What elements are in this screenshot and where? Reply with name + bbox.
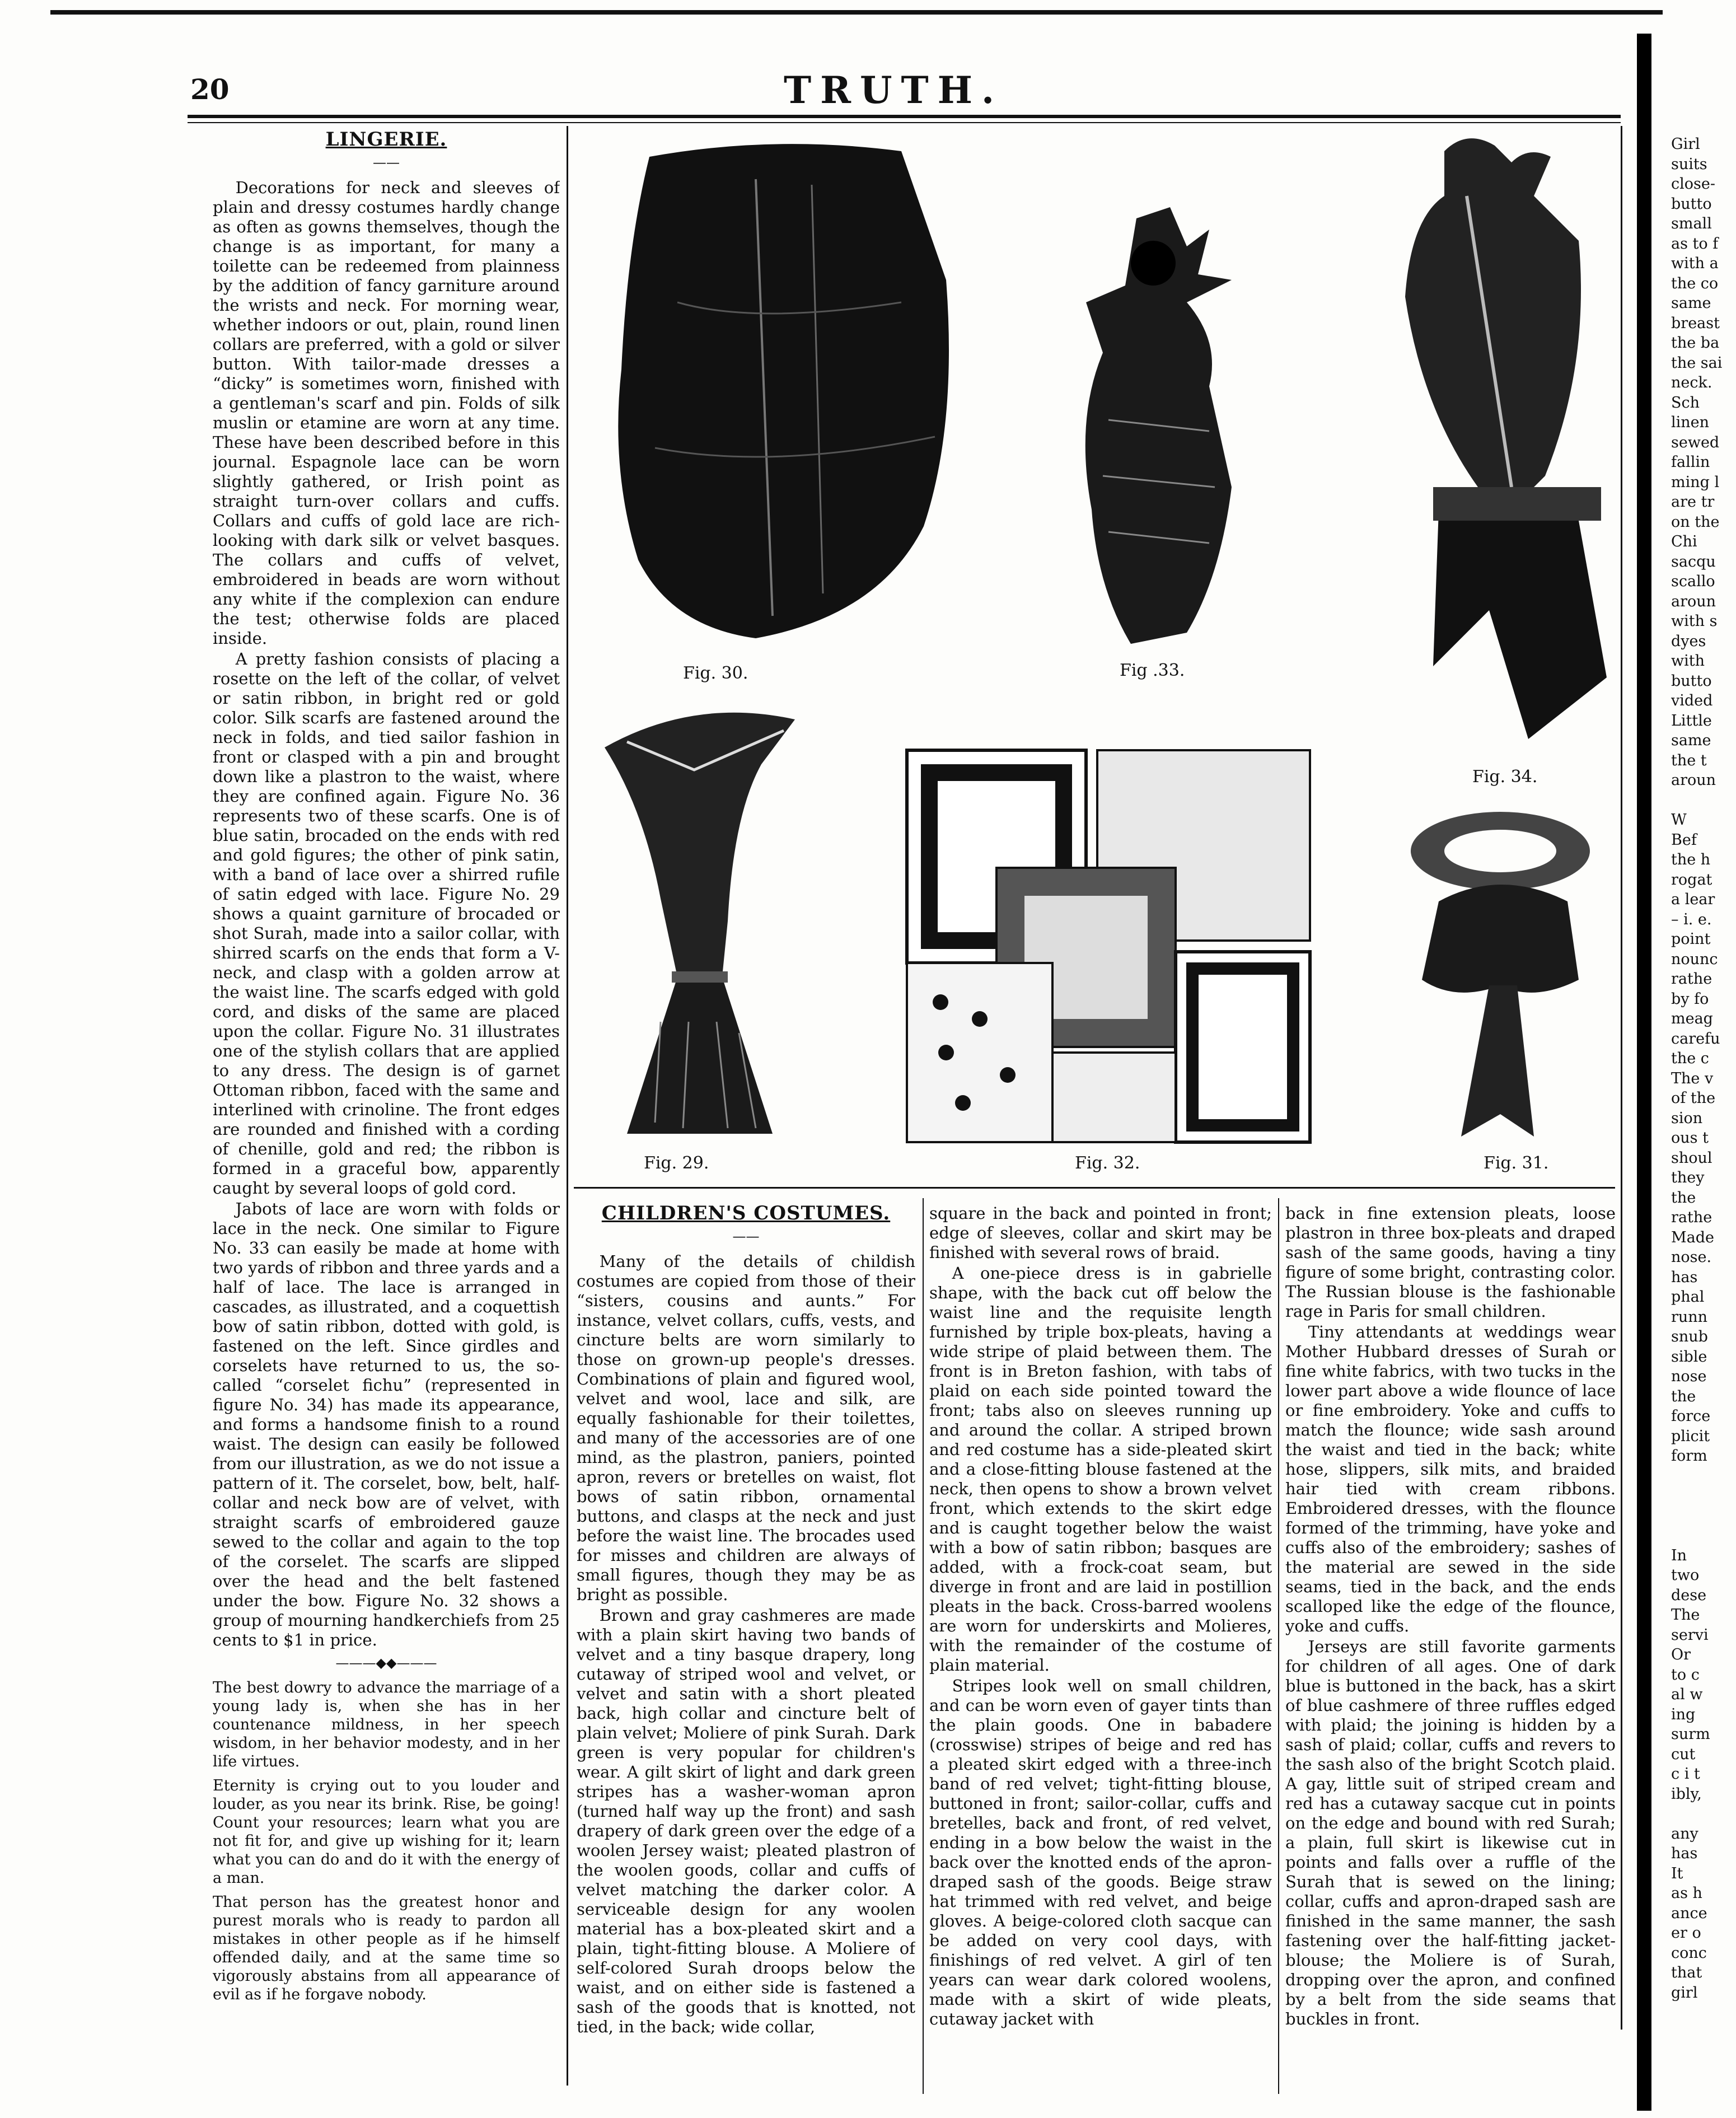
- masthead: TRUTH.: [784, 68, 1003, 112]
- edge-line: [1671, 1506, 1736, 1526]
- edge-line: any: [1671, 1825, 1698, 1843]
- edge-line: phal: [1671, 1288, 1705, 1306]
- edge-line: W: [1671, 811, 1687, 829]
- maxim-paragraph: That person has the greatest honor and purest morals who is ready to pardon all mistakes in other people as if he himself offended daily, and at the same time so vigorously abstains from all appearance of evil as if he forgave nobody.: [213, 1893, 560, 2003]
- fig31-caption: Fig. 31.: [1484, 1153, 1549, 1173]
- edge-line: the co: [1671, 274, 1719, 292]
- edge-line: plicit: [1671, 1427, 1710, 1445]
- edge-line: with: [1671, 652, 1705, 670]
- edge-line: [1671, 791, 1736, 811]
- edge-line: to c: [1671, 1666, 1700, 1684]
- edge-line: sacqu: [1671, 553, 1716, 571]
- edge-line: linen: [1671, 414, 1710, 431]
- edge-line: sible: [1671, 1348, 1707, 1366]
- edge-line: by fo: [1671, 990, 1709, 1008]
- edge-line: with s: [1671, 613, 1718, 630]
- fig34-illustration: [1344, 129, 1612, 750]
- fig30-caption: Fig. 30.: [683, 663, 748, 683]
- fig32-caption: Fig. 32.: [1075, 1153, 1140, 1173]
- edge-line: dyes: [1671, 632, 1706, 650]
- edge-line: Bef: [1671, 831, 1697, 849]
- fig33-illustration: [1041, 196, 1265, 661]
- edge-line: The: [1671, 1606, 1700, 1624]
- edge-line: runn: [1671, 1308, 1708, 1326]
- edge-line: – i. e.: [1671, 910, 1712, 928]
- edge-line: the t: [1671, 751, 1707, 769]
- childrens-paragraph: Stripes look well on small children, and can be worn even of gayer tints than the plain goods. One in babadere (crosswise) stripes of beige and red has a pleated skirt edged with a three-inch band of red velvet; tight-fitting blouse, buttoned in front; sailor-collar, cuffs and bretelles, back and front, of red velvet, ending in a bow below the waist in the back over the knotted ends of the apron-draped sash of the goods. Beige straw hat trimmed with red velvet, and beige gloves. A beige-colored cloth sacque can be added on very cool days, with finishings of red velvet. A girl of ten years can wear dark colored woolens, made with a skirt of wide pleats, cutaway jacket with: [929, 1676, 1272, 2028]
- lingerie-paragraph: A pretty fashion consists of placing a rosette on the left of the collar, of velvet or satin ribbon, in bright red or gold color. Silk scarfs are fastened around the neck in folds, and tied sailor fashion in front or clasped with a pin and brought down like a plastron to the waist, where they are confined again. Figure No. 36 represents two of these scarfs. One is of blue satin, brocaded on the ends with red and gold figures; the other of pink satin, with a band of lace over a shirred rufile of satin edged with lace. Figure No. 29 shows a quaint garniture of brocaded or shot Surah, made into a sailor collar, with shirred scarfs on the ends that form a V-neck, and clasp with a golden arrow at the waist line. The scarfs edged with gold cord, and disks of the same are placed upon the collar. Figure No. 31 illustrates one of the stylish collars that are applied to any dress. The design is of garnet Ottoman ribbon, faced with the same and interlined with crinoline. The front edges are rounded and finished with a cording of chenille, gold and red; the ribbon is formed in a graceful bow, apparently caught by several loops of gold cord.: [213, 649, 560, 1198]
- edge-line: butto: [1671, 672, 1712, 690]
- column-rule-right: [1621, 126, 1622, 2030]
- edge-line: ance: [1671, 1904, 1707, 1922]
- binding-shadow: [1637, 34, 1651, 2111]
- edge-line: snub: [1671, 1328, 1708, 1345]
- lingerie-paragraph: Decorations for neck and sleeves of plain and dressy costumes hardly change as often as gowns themselves, though the change is as important, for many a toilette can be redeemed from plainness by the addition of fancy garniture around the wrists and neck. For morning wear, whether indoors or out, plain, round linen collars are preferred, with a gold or silver button. With tailor-made dresses a “dicky” is sometimes worn, finished with a gentleman's scarf and pin. Folds of silk muslin or etamine are worn at any time. These have been described before in this journal. Espagnole lace can be worn slightly gathered, or Irish point as straight turn-over collars and cuffs. Collars and cuffs of gold lace are rich-looking with dark silk or velvet basques. The collars and cuffs of velvet, embroidered in beads are worn without any white if the complexion can endure the test; otherwise folds are placed inside.: [213, 178, 560, 648]
- top-border: [50, 10, 1663, 15]
- edge-line: same: [1671, 732, 1711, 749]
- edge-line: Chi: [1671, 533, 1697, 550]
- childrens-column-2: [929, 1204, 1272, 2094]
- edge-line: the h: [1671, 851, 1711, 868]
- children-col-rule-2: [1278, 1198, 1279, 2094]
- edge-line: the: [1671, 1189, 1696, 1207]
- edge-line: sewed: [1671, 433, 1720, 451]
- edge-line: rogat: [1671, 871, 1712, 889]
- masthead-rule-2: [188, 122, 1621, 123]
- fig34-caption: Fig. 34.: [1472, 767, 1538, 787]
- maxim-paragraph: The best dowry to advance the marriage of a young lady is, when she has in her countenance mildness, in her speech wisdom, in her behavior modesty, and in her life virtues.: [213, 1679, 560, 1770]
- edge-line: It: [1671, 1864, 1683, 1882]
- edge-line: er o: [1671, 1924, 1701, 1942]
- children-top-rule: [574, 1187, 1615, 1189]
- edge-line: the sai: [1671, 354, 1723, 372]
- edge-line: on the: [1671, 513, 1720, 531]
- edge-line: shoul: [1671, 1149, 1712, 1167]
- edge-line: they: [1671, 1169, 1705, 1186]
- edge-line: nounc: [1671, 950, 1718, 968]
- edge-line: Or: [1671, 1646, 1691, 1663]
- title-dash: ——: [732, 1228, 760, 1244]
- lingerie-paragraph: Jabots of lace are worn with folds or lace in the neck. One similar to Figure No. 33 can easily be made at home with two yards of ribbon and three yards and a half of lace. The lace is arranged in cascades, as illustrated, and a coquettish bow of satin ribbon, dotted with gold, is fastened on the left. Since girdles and corselets have returned to us, the so-called “corselet fichu” (represented in figure No. 34) has made its appearance, and forms a handsome finish to a round waist. The design can easily be followed from our illustration, as we do not issue a pattern of it. The corselet, bow, belt, half-collar and neck bow are of velvet, with straight scarfs of embroidered gauze sewed to the collar and again to the top of the corselet. The scarfs are slipped over the head and the belt fastened under the bow. Figure No. 32 shows a group of mourning handkerchiefs from 25 cents to $1 in price.: [213, 1199, 560, 1649]
- edge-line: meag: [1671, 1010, 1713, 1027]
- edge-line: that: [1671, 1964, 1702, 1981]
- edge-line: ming l: [1671, 473, 1720, 491]
- childrens-column-3: [1285, 1204, 1616, 2094]
- edge-line: servi: [1671, 1626, 1709, 1644]
- childrens-paragraph: Brown and gray cashmeres are made with a plain skirt having two bands of velvet and a tiny basque drapery, long cutaway of striped wool and velvet, or velvet and satin with a short pleated back, high collar and cincture belt of plain velvet; Moliere of pink Surah. Dark green is very popular for children's wear. A gilt skirt of light and dark green stripes has a washer-woman apron (turned half way up the front) and sash drapery of dark green over the edge of a woolen Jersey waist; pleated plastron of the woolen goods, collar and cuffs of velvet matching the darker color. A serviceable design for any woolen material has a box-pleated skirt and a plain, tight-fitting blouse. A Moliere of self-colored Surah droops below the waist, and on either side is fastened a sash of the goods that is knotted, not tied, in the back; wide collar,: [577, 1606, 915, 2036]
- edge-line: with a: [1671, 255, 1719, 272]
- edge-line: Made: [1671, 1228, 1715, 1246]
- edge-line: butto: [1671, 195, 1712, 213]
- edge-line: fallin: [1671, 453, 1710, 471]
- edge-line: girl: [1671, 1984, 1698, 2002]
- edge-line: nose: [1671, 1368, 1707, 1385]
- edge-line: same: [1671, 294, 1711, 312]
- edge-line: scallo: [1671, 573, 1715, 590]
- edge-line: close-: [1671, 175, 1715, 193]
- edge-line: has: [1671, 1268, 1698, 1286]
- edge-line: the ba: [1671, 334, 1720, 352]
- edge-line: [1671, 1466, 1736, 1486]
- edge-line: In: [1671, 1546, 1687, 1564]
- edge-line: a lear: [1671, 891, 1715, 908]
- fig29-caption: Fig. 29.: [644, 1153, 709, 1173]
- edge-line: two: [1671, 1567, 1700, 1584]
- childrens-title: CHILDREN'S COSTUMES.: [601, 1204, 891, 1224]
- edge-line: ibly,: [1671, 1785, 1702, 1803]
- edge-line: of the: [1671, 1090, 1716, 1107]
- edge-line: cut: [1671, 1745, 1696, 1763]
- edge-line: Little: [1671, 712, 1712, 730]
- fig31-illustration: [1388, 801, 1601, 1148]
- fig30-illustration: [588, 134, 980, 655]
- edge-line: are tr: [1671, 493, 1715, 511]
- edge-line: point: [1671, 931, 1711, 948]
- column-rule-left: [567, 126, 568, 2086]
- edge-line: rathe: [1671, 970, 1712, 988]
- fig29-illustration: [593, 686, 806, 1145]
- childrens-paragraph: A one-piece dress is in gabrielle shape, with the back cut off below the waist line and the requisite length furnished by triple box-pleats, having a wide stripe of plaid between them. The front is in Breton fashion, with tabs of plaid on each side pointed toward the front; tabs also on sleeves running up and around the collar. A striped brown and red costume has a side-pleated skirt and a close-fitting blouse fastened at the neck, then opens to show a brown velvet front, which extends to the skirt edge and is caught together below the waist with a bow of satin ribbon; basques are added, with a frock-coat seam, but diverge in front and are laid in postillion pleats in the back. Cross-barred woolens are worn for underskirts and Molieres, with the remainder of the costume of plain material.: [929, 1264, 1272, 1675]
- page-number: 20: [190, 73, 230, 106]
- cropped-next-page-column: [1671, 134, 1736, 2083]
- childrens-paragraph: back in fine extension pleats, loose plastron in three box-pleats and draped sash of the same goods, having a tiny figure of some bright, contrasting color. The Russian blouse is the fashionable rage in Paris for small children.: [1285, 1204, 1616, 1321]
- edge-line: force: [1671, 1408, 1711, 1425]
- edge-line: aroun: [1671, 592, 1716, 610]
- title-dash: ——: [373, 155, 400, 170]
- edge-line: aroun: [1671, 772, 1716, 789]
- edge-line: carefu: [1671, 1030, 1720, 1048]
- edge-line: as to f: [1671, 235, 1719, 253]
- edge-line: vided: [1671, 692, 1713, 709]
- edge-line: the: [1671, 1387, 1696, 1405]
- edge-line: small: [1671, 215, 1712, 232]
- fig32-illustration: [896, 739, 1321, 1148]
- edge-line: Girl: [1671, 135, 1700, 153]
- edge-line: suits: [1671, 155, 1707, 173]
- childrens-paragraph: square in the back and pointed in front; edge of sleeves, collar and skirt may be finished with several rows of braid.: [929, 1204, 1272, 1262]
- lingerie-title: LINGERIE.: [325, 130, 447, 151]
- childrens-column-1: [577, 1204, 915, 2094]
- edge-line: neck.: [1671, 374, 1712, 391]
- childrens-paragraph: Tiny attendants at weddings wear Mother Hubbard dresses of Surah or fine white fabrics, with two tucks in the lower part above a wide flounce of lace or fine embroidery. Yoke and cuffs to match the flounce; wide sash around the waist and tied in the back; white hose, slippers, silk mits, and braided hair tied with cream ribbons. Embroidered dresses, with the flounce formed of the trimming, have yoke and cuffs also of the embroidery; sashes of the material are sewed in the side seams, tied in the back, and the ends scalloped like the edge of the flounce, yoke and cuffs.: [1285, 1322, 1616, 1635]
- ornamental-divider: ———◆◆———: [335, 1655, 437, 1671]
- fig33-caption: Fig .33.: [1120, 661, 1185, 680]
- edge-line: ous t: [1671, 1129, 1709, 1147]
- childrens-paragraph: Jerseys are still favorite garments for children of all ages. One of dark blue is buttoned in the back, has a skirt of blue cashmere of three ruffles edged with plaid; the joining is hidden by a sash of plaid; collar, cuffs and revers to the sash also of the bright Scotch plaid. A gay, little suit of striped cream and red has a cutaway sacque cut in points on the edge and bound with red Surah; a plain, full skirt is likewise cut in points and falls over a ruffle of the Surah that is sewed on the lining; collar, cuffs and apron-draped sash are finished in the same manner, the sash fastening over the half-fitting jacket-blouse; the Moliere is of Surah, dropping over the apron, and confined by a belt from the side seams that buckles in front.: [1285, 1637, 1616, 2028]
- lingerie-column: [213, 130, 560, 2056]
- edge-line: sion: [1671, 1109, 1703, 1127]
- edge-line: al w: [1671, 1686, 1703, 1703]
- children-col-rule-1: [923, 1198, 924, 2094]
- edge-line: rathe: [1671, 1209, 1712, 1226]
- edge-line: dese: [1671, 1586, 1707, 1604]
- edge-line: breast: [1671, 314, 1720, 332]
- maxim-paragraph: Eternity is crying out to you louder and louder, as you near its brink. Rise, be going! Count your resources; learn what you are not fit for, and give up wishing for it; learn what you can do and do it with the energy of a man.: [213, 1777, 560, 1887]
- edge-line: [1671, 1526, 1736, 1546]
- edge-line: [1671, 1804, 1736, 1824]
- edge-line: The v: [1671, 1069, 1714, 1087]
- edge-line: c i t: [1671, 1765, 1700, 1783]
- edge-line: the c: [1671, 1050, 1709, 1067]
- edge-line: has: [1671, 1845, 1698, 1862]
- edge-line: as h: [1671, 1885, 1702, 1902]
- edge-line: conc: [1671, 1944, 1707, 1962]
- edge-line: [1671, 1486, 1736, 1506]
- masthead-rule-1: [188, 115, 1621, 118]
- childrens-paragraph: Many of the details of childish costumes are copied from those of their “sisters, cousins and aunts.” For instance, velvet collars, cuffs, vests, and cincture belts are worn similarly to those on grown-up people's dresses. Combinations of plain and figured wool, velvet and wool, lace and silk, are equally fashionable for their toilettes, and many of the accessories are of one mind, as the plastron, paniers, pointed apron, revers or bretelles on waist, flot bows of satin ribbon, ornamental buttons, and clasps at the neck and just before the waist line. The brocades used for misses and children are always of small figures, though they may be as bright as possible.: [577, 1252, 915, 1604]
- edge-line: surm: [1671, 1726, 1710, 1743]
- edge-line: nose.: [1671, 1249, 1712, 1266]
- edge-line: Sch: [1671, 394, 1700, 412]
- edge-line: ing: [1671, 1705, 1696, 1723]
- edge-line: form: [1671, 1447, 1707, 1465]
